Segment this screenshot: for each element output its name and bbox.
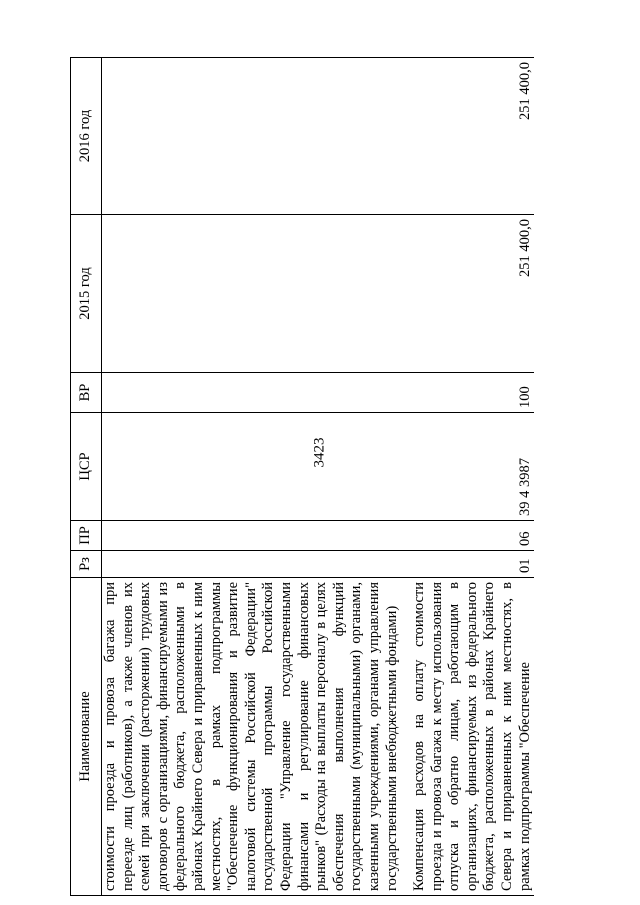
table-row (102, 58, 412, 896)
header-name: Наименование (71, 578, 102, 896)
row-1-rz (102, 551, 412, 578)
table-row (411, 58, 534, 896)
row-1-name: стоимости проезда и провоза багажа при переезде лиц (работников), а также членов их семей при заключении (расторжении) трудовых договоров с организациями, финансируемыми из федерального бюджета, расположенными в районах Крайнего Севера и приравненных к ним местностях, в рамках подпрограммы "Обеспечение функционирования и развитие налоговой системы Российской Федерации" государственной программы Российской Федерации "Управление государственными финансами и регулирование финансовых рынков" (Расходы на выплаты персоналу в целях обеспечения выполнения функций государственными (муниципальными) органами, казенными учреждениями, органами управления государственными внебюджетными фондами) (102, 578, 412, 896)
row-1-vr (102, 373, 412, 413)
budget-table (70, 57, 534, 896)
row-2-vr: 100 (411, 373, 534, 413)
header-pr: ПР (71, 521, 102, 551)
page-number-text: 3423 (311, 437, 328, 467)
row-1-csr (102, 413, 412, 521)
header-rz: Рз (71, 551, 102, 578)
row-1-2015 (102, 215, 412, 373)
row-2-rz: 01 (411, 551, 534, 578)
row-1-2016 (102, 58, 412, 215)
row-2-csr: 39 4 3987 (411, 413, 534, 521)
row-2-2016: 251 400,0 (411, 58, 534, 215)
header-vr: ВР (71, 373, 102, 413)
header-2015: 2015 год (71, 215, 102, 373)
row-2-2015: 251 400,0 (411, 215, 534, 373)
table-header-row (71, 58, 102, 896)
rotated-budget-table-wrapper (70, 58, 612, 896)
row-2-name: Компенсация расходов на оплату стоимости проезда и провоза багажа к месту использования отпуска и обратно лицам, работающим в организациях, финансируемых из федерального бюджета, расположенных в районах Крайнего Севера и приравненных к ним местностях, в рамках подпрограммы "Обеспечение (411, 578, 534, 896)
row-1-pr (102, 521, 412, 551)
header-csr: ЦСР (71, 413, 102, 521)
header-2016: 2016 год (71, 58, 102, 215)
row-2-pr: 06 (411, 521, 534, 551)
